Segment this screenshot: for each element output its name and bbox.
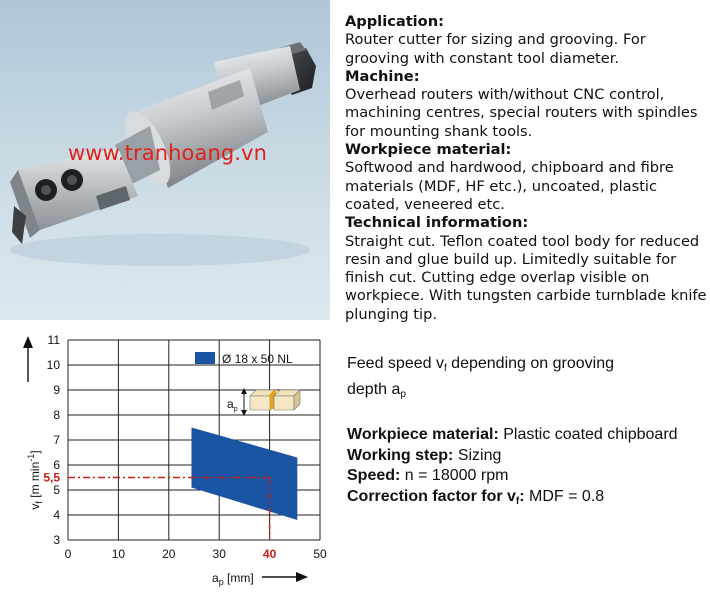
y-tick-label: 9 [53, 383, 60, 397]
y-tick-label: 7 [53, 433, 60, 447]
inset-label: $a_p$ [227, 397, 238, 413]
application-text: Router cutter for sizing and grooving. For grooving with constant tool diameter. [345, 31, 646, 67]
x-axis-label: $a_p$ [mm] [212, 571, 254, 587]
grooving-depth-inset [227, 388, 300, 416]
workpiece-heading: Workpiece material: [345, 141, 512, 159]
y-tick-label: 4 [53, 508, 60, 522]
technical-heading: Technical information: [345, 214, 529, 232]
series-area [191, 428, 297, 521]
x-tick-label: 30 [212, 547, 226, 561]
x-tick-label: 0 [64, 547, 72, 561]
y-axis-label: $v_f$ [m $\min^{-1}$] [26, 450, 44, 510]
legend-swatch [195, 352, 215, 364]
reference-y-label: 5,5 [43, 470, 60, 485]
y-tick-label: 5 [53, 483, 60, 497]
product-description [345, 13, 707, 324]
y-axis-arrowhead [23, 336, 33, 348]
application-heading: Application: [345, 13, 444, 30]
y-tick-label: 10 [46, 358, 60, 372]
machine-heading: Machine: [345, 67, 420, 85]
feed-speed-title-line2: depth $a_p$ [347, 380, 406, 400]
x-tick-label: 50 [313, 547, 327, 561]
workpiece-text: Softwood and hardwood, chipboard and fibre materials (MDF, HF etc.), uncoated, plastic coated, veneered etc. [345, 159, 674, 213]
y-tick-label: 8 [53, 408, 60, 422]
y-tick-label: 6 [53, 458, 60, 472]
chart-svg [0, 320, 340, 596]
x-axis-arrowhead [296, 572, 308, 582]
legend-label: Ø 18 x 50 NL [222, 352, 293, 366]
cutting-parameters [347, 354, 707, 512]
watermark-text: www.tranhoang.vn [68, 141, 267, 165]
feed-speed-title: Feed speed $v_f$ depending on grooving [347, 355, 614, 374]
speed-row: Speed: n = 18000 rpm [347, 467, 509, 484]
reference-x-label: 40 [262, 547, 277, 561]
y-tick-label: 3 [53, 533, 60, 547]
y-tick-label: 11 [47, 333, 60, 347]
x-tick-label: 20 [162, 547, 176, 561]
x-tick-label: 10 [111, 547, 126, 561]
machine-text: Overhead routers with/without CNC control, machining centres, special routers with spindles for mounting shank tools. [345, 86, 698, 140]
product-photo [0, 0, 330, 320]
technical-text: Straight cut. Teflon coated tool body for reduced resin and glue build up. Limitedly suitable for finish cut. Cutting edge overlap visible on workpiece. With tungsten carbide turnblade knife plunging tip. [345, 232, 707, 323]
working-step-row: Working step: Sizing [347, 446, 502, 464]
feed-speed-chart [0, 320, 340, 596]
correction-factor-row: Correction factor for $v_f$: MDF = 0.8 [347, 487, 605, 507]
workpiece-material-row: Workpiece material: Plastic coated chipboard [347, 426, 678, 443]
